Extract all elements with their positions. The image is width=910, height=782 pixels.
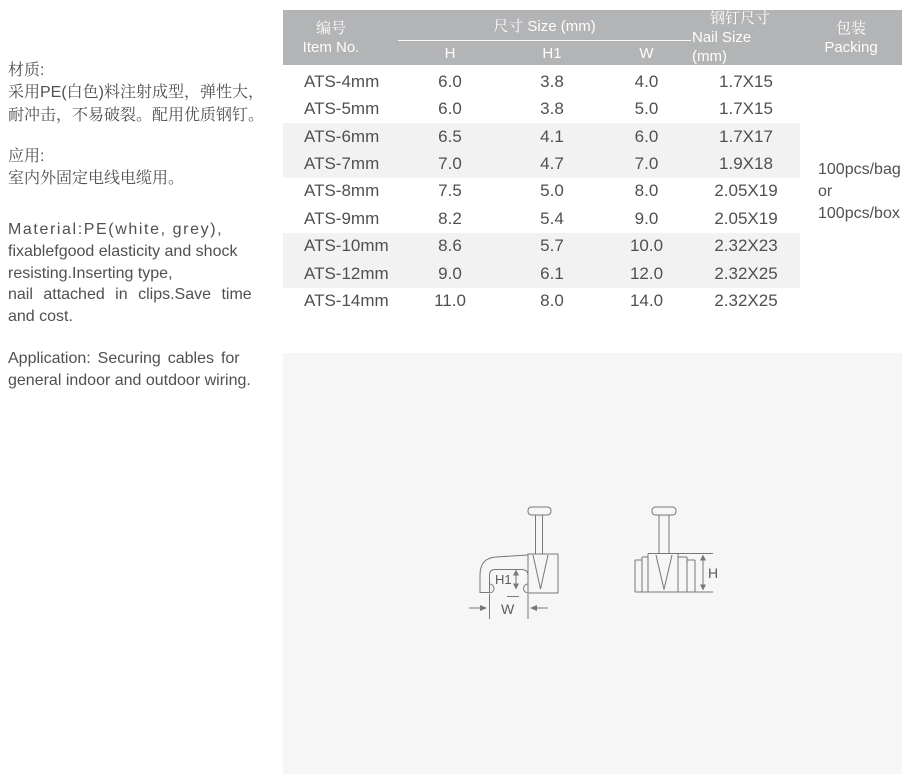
- header-sub-w: W: [639, 44, 654, 62]
- application-cn-line: 室内外固定电线电缆用。: [8, 170, 185, 188]
- cell-h: 11.0: [434, 291, 466, 311]
- table-row: [283, 68, 800, 95]
- application-cn-block: [8, 146, 264, 191]
- packing-line: or: [818, 182, 833, 200]
- cell-h: 8.2: [438, 208, 462, 228]
- table-row: [283, 205, 800, 232]
- material-en-line: fixablefgood elasticity and shock: [8, 242, 238, 260]
- header-size-label: 尺寸 Size (mm): [493, 18, 596, 35]
- header-sub-h1: H1: [542, 44, 562, 62]
- cell-h1: 8.0: [540, 291, 564, 311]
- arrowhead-right: [480, 605, 487, 611]
- cell-w: 8.0: [634, 181, 659, 201]
- header-packing-en: Packing: [824, 38, 878, 56]
- header-size-subrow: [397, 41, 692, 65]
- clip-technical-drawing: [283, 353, 902, 774]
- arrowhead-up: [700, 555, 706, 561]
- header-item-no-en: Item No.: [302, 38, 360, 56]
- clip-side-view-drawing: [469, 507, 558, 619]
- cell-h1: 5.4: [540, 208, 564, 228]
- cell-h: 7.0: [438, 154, 462, 174]
- cell-item-no: ATS-10mm: [304, 236, 389, 256]
- cell-item-no: ATS-8mm: [304, 181, 380, 201]
- cell-h1: 4.7: [540, 154, 564, 174]
- cell-w: 9.0: [634, 208, 659, 228]
- cell-nail-size: 1.9X18: [719, 154, 773, 174]
- clip-front-view-drawing: [635, 507, 718, 592]
- material-en-line: Material:PE(white, grey),: [8, 221, 224, 238]
- material-cn-title: 材质:: [8, 62, 45, 79]
- cell-nail-size: 1.7X17: [719, 126, 773, 146]
- cell-item-no: ATS-5mm: [304, 99, 380, 119]
- cell-item-no: ATS-4mm: [304, 71, 380, 91]
- table-row: [283, 150, 800, 177]
- cell-item-no: ATS-9mm: [304, 208, 380, 228]
- spec-table-header: [283, 10, 902, 65]
- header-item-no-cn: 编号: [315, 19, 346, 37]
- arrowhead-left: [530, 605, 537, 611]
- cell-w: 7.0: [634, 154, 659, 174]
- cell-nail-size: 2.05X19: [714, 181, 778, 201]
- arrowhead-down: [700, 585, 706, 591]
- cell-nail-size: 2.32X23: [714, 236, 778, 256]
- cell-h1: 3.8: [540, 99, 564, 119]
- clip-body-block: [528, 554, 558, 593]
- cell-h1: 3.8: [540, 71, 564, 91]
- cell-w: 4.0: [634, 71, 659, 91]
- cell-h: 7.5: [438, 181, 462, 201]
- header-nail-size: [692, 10, 800, 65]
- table-row: [283, 288, 800, 315]
- nail-head-right: [652, 507, 676, 515]
- header-size-group: [397, 10, 692, 65]
- dimension-label-w: W: [501, 601, 515, 617]
- application-en-block: [8, 348, 264, 393]
- header-sub-h: H: [444, 44, 456, 62]
- material-en-block: [8, 219, 264, 328]
- header-nail-size-en: Nail Size (mm): [692, 29, 752, 65]
- material-en-line: resisting.Inserting type,: [8, 264, 173, 282]
- cell-nail-size: 2.32X25: [714, 263, 778, 283]
- cell-h1: 6.1: [540, 263, 564, 283]
- application-en-line: general indoor and outdoor wiring.: [8, 372, 251, 390]
- header-packing-cn: 包装: [835, 19, 866, 37]
- table-row: [283, 233, 800, 260]
- cell-w: 6.0: [634, 126, 659, 146]
- cell-w: 5.0: [634, 99, 659, 119]
- packing-cell: [800, 68, 902, 315]
- nail-head-left: [528, 507, 551, 515]
- nail-tip-front: [656, 555, 672, 590]
- clip-foot-right: [524, 584, 529, 593]
- cell-h1: 4.1: [540, 126, 564, 146]
- cell-item-no: ATS-7mm: [304, 154, 380, 174]
- cell-w: 10.0: [629, 236, 664, 256]
- cell-nail-size: 1.7X15: [719, 71, 773, 91]
- table-row: [283, 95, 800, 122]
- cell-nail-size: 1.7X15: [719, 99, 773, 119]
- table-row: [283, 260, 800, 287]
- cell-nail-size: 2.32X25: [714, 291, 778, 311]
- material-cn-line: 耐冲击，不易破裂。配用优质钢钉。: [8, 106, 265, 124]
- packing-line: 100pcs/box: [818, 204, 900, 222]
- material-en-line: nail attached in clips.Save time: [8, 286, 252, 304]
- cell-w: 14.0: [629, 291, 664, 311]
- dimension-label-h: H: [708, 565, 719, 581]
- cell-h1: 5.0: [540, 181, 564, 201]
- arrowhead-up: [513, 570, 519, 576]
- cell-item-no: ATS-6mm: [304, 126, 380, 146]
- table-row: [283, 123, 800, 150]
- header-packing: [800, 10, 902, 65]
- dimension-label-h1: H1: [495, 572, 512, 587]
- cell-w: 12.0: [629, 263, 664, 283]
- nail-tip: [533, 555, 548, 589]
- application-en-line: Application: Securing cables for: [8, 350, 240, 367]
- material-cn-line: 采用PE(白色)料注射成型，弹性大，: [8, 84, 265, 102]
- cell-h: 6.0: [438, 99, 462, 119]
- arrowhead-down: [513, 584, 519, 590]
- cell-item-no: ATS-12mm: [304, 263, 389, 283]
- diagram-panel: [283, 353, 902, 774]
- cell-h: 8.6: [438, 236, 462, 256]
- cell-h: 6.0: [438, 71, 462, 91]
- application-cn-title: 应用:: [8, 148, 45, 165]
- cell-nail-size: 2.05X19: [714, 208, 778, 228]
- spec-table-body: [283, 68, 902, 315]
- table-row: [283, 178, 800, 205]
- header-item-no: [283, 10, 397, 65]
- cell-h: 6.5: [438, 126, 462, 146]
- packing-line: 100pcs/bag: [818, 160, 901, 178]
- header-nail-size-cn: 钢钉尺寸: [709, 10, 770, 27]
- cell-h1: 5.7: [540, 236, 564, 256]
- cell-h: 9.0: [438, 263, 462, 283]
- material-cn-block: [8, 60, 264, 127]
- material-en-line: and cost.: [8, 308, 73, 326]
- clip-foot-left: [490, 584, 495, 593]
- cell-item-no: ATS-14mm: [304, 291, 389, 311]
